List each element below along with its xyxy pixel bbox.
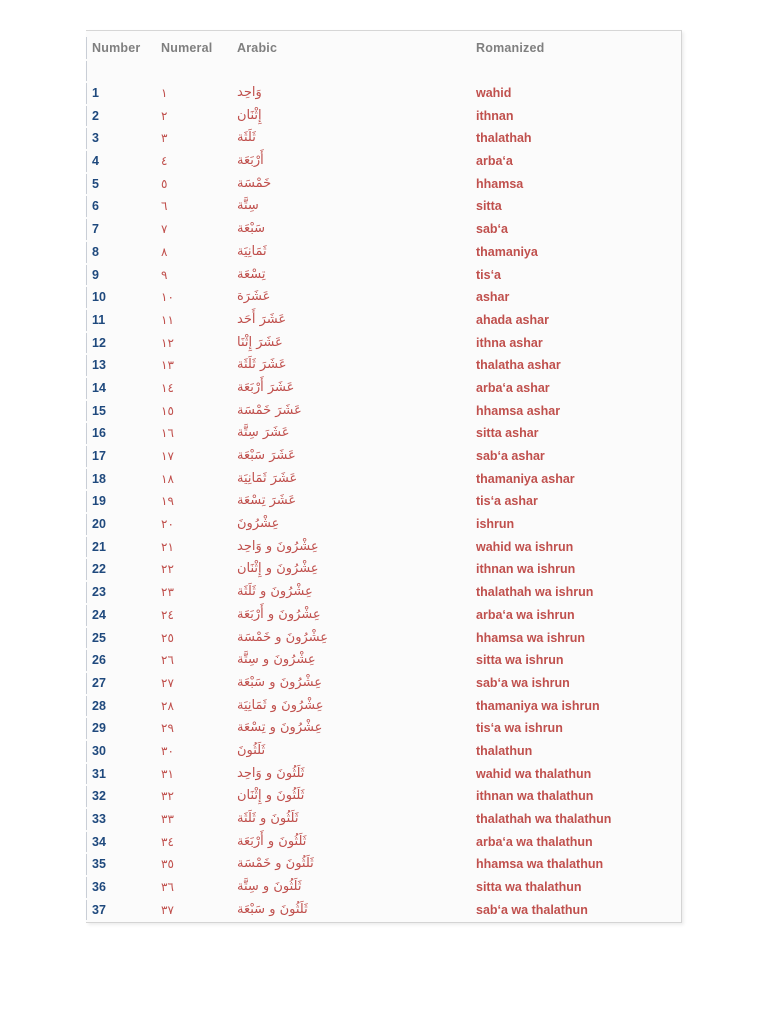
cell-number: 30: [92, 743, 106, 758]
cell-numeral: ٣٣: [161, 812, 174, 826]
cell-romanized: sab‘a wa thalathun: [476, 902, 588, 917]
cell-arabic: ثَلَثُونَ و سَبْعَة: [237, 901, 308, 917]
cell-number: 7: [92, 222, 99, 237]
cell-romanized: hhamsa ashar: [476, 403, 561, 418]
cell-arabic: ثَلَثَة: [237, 130, 256, 146]
cell-romanized: ithnan wa thalathun: [476, 789, 594, 804]
table-row: [86, 582, 681, 603]
table-row: [86, 287, 681, 308]
cell-number: 24: [92, 607, 106, 622]
cell-numeral: ٢١: [161, 539, 174, 554]
cell-numeral: ٢: [161, 108, 168, 123]
cell-romanized: ithna ashar: [476, 335, 543, 350]
table-row: [86, 537, 681, 558]
cell-numeral: ٢٣: [161, 585, 174, 600]
cell-numeral: ٢٧: [161, 675, 174, 690]
cell-number: 33: [92, 812, 106, 826]
table-row: [86, 355, 681, 376]
cell-numeral: ١٣: [161, 358, 174, 373]
cell-arabic: عِشْرُونَ: [237, 516, 280, 532]
cell-romanized: wahid: [476, 86, 512, 100]
cell-romanized: sitta: [476, 199, 502, 214]
cell-number: 27: [92, 675, 106, 690]
cell-number: 11: [92, 312, 106, 327]
cell-number: 8: [92, 244, 99, 259]
table-row: [86, 333, 681, 354]
cell-romanized: sab‘a: [476, 222, 508, 237]
cell-arabic: عِشْرُونَ و خَمْسَة: [237, 629, 329, 645]
cell-numeral: ٣٠: [161, 743, 174, 758]
cell-romanized: tis‘a wa ishrun: [476, 721, 563, 736]
cell-romanized: sab‘a wa ishrun: [476, 675, 570, 690]
table-row: [86, 832, 681, 853]
table-row: [86, 446, 681, 467]
table-row: [86, 401, 681, 422]
table-row: [86, 174, 681, 195]
table-row: [86, 673, 681, 694]
cell-romanized: wahid wa ishrun: [476, 539, 574, 554]
cell-numeral: ٥: [161, 176, 168, 191]
cell-number: 19: [92, 494, 106, 509]
cell-numeral: ١٥: [161, 403, 174, 418]
cell-romanized: thamaniya wa ishrun: [476, 698, 600, 713]
cell-arabic: عِشْرُونَ و وَاحِد: [237, 538, 319, 554]
cell-arabic: عَشَرَ أَرْبَعَة: [237, 379, 295, 395]
cell-arabic: عَشَرَ خَمْسَة: [237, 402, 302, 418]
cell-numeral: ٣٧: [161, 902, 174, 917]
cell-romanized: thalathah wa ishrun: [476, 585, 594, 600]
cell-romanized: wahid wa thalathun: [476, 766, 592, 781]
cell-number: 18: [92, 471, 106, 486]
cell-arabic: عِشْرُونَ و تِسْعَة: [237, 720, 323, 736]
cell-number: 26: [92, 653, 106, 668]
table-row: [86, 809, 681, 830]
table-row: [86, 106, 681, 127]
table-row: [86, 877, 681, 898]
cell-number: 36: [92, 880, 106, 895]
cell-number: 28: [92, 698, 106, 713]
cell-arabic: ثَلَثُونَ و إِثْنَان: [237, 788, 305, 804]
header-number: Number: [92, 41, 141, 55]
cell-arabic: ثَلَثُونَ و سِتَّة: [237, 879, 302, 895]
cell-romanized: arba‘a: [476, 154, 513, 169]
table-row: [86, 469, 681, 490]
cell-number: 37: [92, 902, 106, 917]
cell-romanized: ithnan: [476, 108, 514, 123]
cell-arabic: عَشَرَة: [237, 289, 271, 305]
cell-romanized: thalathah: [476, 131, 532, 146]
cell-number: 23: [92, 585, 106, 600]
cell-arabic: تِسْعَة: [237, 266, 266, 282]
table-row: [86, 378, 681, 399]
cell-number: 9: [92, 267, 99, 282]
cell-romanized: arba‘a wa ishrun: [476, 607, 575, 622]
table-row: [86, 559, 681, 580]
cell-number: 32: [92, 789, 106, 804]
cell-romanized: thalathun: [476, 743, 533, 758]
cell-number: 21: [92, 539, 106, 554]
table-row: [86, 242, 681, 263]
table-row: [86, 83, 681, 104]
cell-number: 34: [92, 834, 106, 849]
cell-numeral: ٢٨: [161, 698, 174, 713]
cell-arabic: عَشَرَ سَبْعَة: [237, 448, 296, 463]
cell-numeral: ١٠: [161, 290, 174, 305]
cell-romanized: hhamsa wa thalathun: [476, 857, 604, 872]
table-row: [86, 854, 681, 875]
cell-number: 35: [92, 857, 106, 872]
cell-number: 13: [92, 358, 106, 373]
table-row: [86, 423, 681, 444]
cell-numeral: ٢٤: [161, 607, 174, 622]
cell-number: 14: [92, 380, 106, 395]
cell-arabic: إِثْنَان: [237, 107, 262, 123]
cell-arabic: وَاحِد: [237, 85, 262, 100]
cell-arabic: عِشْرُونَ و سِتَّة: [237, 652, 316, 668]
cell-numeral: ٣٦: [161, 880, 174, 895]
cell-romanized: thamaniya: [476, 244, 538, 259]
table-row: [86, 151, 681, 172]
cell-numeral: ٣٥: [161, 857, 174, 872]
table-row: [86, 718, 681, 739]
cell-romanized: sitta wa ishrun: [476, 653, 564, 668]
cell-numeral: ٣٢: [161, 789, 174, 804]
cell-numeral: ٢٢: [161, 562, 174, 577]
cell-numeral: ١٧: [161, 449, 174, 463]
cell-numeral: ١٩: [161, 494, 174, 509]
cell-arabic: عِشْرُونَ و إِثْنَان: [237, 561, 319, 577]
cell-numeral: ٢٦: [161, 653, 174, 668]
cell-romanized: hhamsa wa ishrun: [476, 630, 586, 645]
table-row: [86, 310, 681, 331]
cell-arabic: ثَمَانِيَة: [237, 243, 267, 259]
cell-number: 1: [92, 86, 99, 100]
cell-romanized: ishrun: [476, 517, 515, 532]
cell-romanized: ashar: [476, 290, 510, 305]
cell-number: 12: [92, 335, 106, 350]
cell-romanized: ithnan wa ishrun: [476, 562, 576, 577]
header-romanized: Romanized: [476, 41, 545, 55]
table-header-row: [86, 37, 681, 59]
header-arabic: Arabic: [237, 41, 278, 55]
header-numeral: Numeral: [161, 41, 213, 55]
cell-number: 22: [92, 562, 106, 577]
cell-arabic: ثَلَثُونَ: [237, 742, 266, 758]
cell-numeral: ٢٠: [161, 517, 174, 532]
cell-numeral: ١١: [161, 312, 174, 327]
cell-romanized: sitta wa thalathun: [476, 880, 582, 895]
table-row: [86, 219, 681, 240]
cell-arabic: ثَلَثُونَ و وَاحِد: [237, 765, 305, 781]
table-row: [86, 741, 681, 762]
cell-arabic: ثَلَثُونَ و أَرْبَعَة: [237, 833, 307, 849]
numbers-table: [86, 30, 682, 923]
table-row: [86, 786, 681, 807]
cell-arabic: عِشْرُونَ و أَرْبَعَة: [237, 606, 321, 622]
table-row: [86, 514, 681, 535]
cell-numeral: ٩: [161, 267, 168, 282]
table-row: [86, 491, 681, 512]
cell-numeral: ٦: [161, 199, 168, 214]
cell-arabic: خَمْسَة: [237, 175, 272, 191]
cell-numeral: ١٤: [161, 380, 174, 395]
cell-arabic: عِشْرُونَ و ثَمَانِيَة: [237, 697, 324, 713]
table-row: [86, 764, 681, 785]
cell-numeral: ٤: [161, 154, 168, 169]
cell-arabic: عَشَرَ تِسْعَة: [237, 493, 297, 509]
table-row: [86, 650, 681, 671]
cell-numeral: ٣٤: [161, 834, 174, 849]
cell-numeral: ٢٥: [161, 630, 174, 645]
cell-romanized: sab‘a ashar: [476, 449, 545, 463]
table-row: [86, 628, 681, 649]
cell-romanized: arba‘a ashar: [476, 380, 550, 395]
table-row: [86, 128, 681, 149]
cell-number: 16: [92, 426, 106, 441]
cell-number: 29: [92, 721, 106, 736]
cell-romanized: hhamsa: [476, 176, 524, 191]
table-spacer-row: [86, 61, 681, 81]
cell-number: 4: [92, 154, 99, 169]
cell-number: 15: [92, 403, 106, 418]
cell-arabic: سِتَّة: [237, 198, 259, 214]
cell-number: 20: [92, 517, 106, 532]
cell-number: 31: [92, 766, 106, 781]
cell-romanized: arba‘a wa thalathun: [476, 834, 593, 849]
cell-number: 17: [92, 449, 106, 463]
cell-numeral: ٣١: [161, 766, 174, 781]
cell-arabic: ثَلَثُونَ و ثَلَثَة: [237, 811, 299, 826]
cell-number: 25: [92, 630, 106, 645]
cell-arabic: سَبْعَة: [237, 221, 266, 237]
cell-arabic: عَشَرَ ثَمَانِيَة: [237, 470, 298, 486]
cell-romanized: tis‘a: [476, 267, 502, 282]
cell-romanized: thalatha ashar: [476, 358, 561, 373]
cell-numeral: ٧: [161, 222, 168, 237]
cell-arabic: أَرْبَعَة: [237, 153, 264, 169]
cell-romanized: sitta ashar: [476, 426, 539, 441]
table-row: [86, 696, 681, 717]
cell-numeral: ٣: [161, 131, 168, 146]
cell-romanized: thalathah wa thalathun: [476, 812, 612, 826]
cell-romanized: tis‘a ashar: [476, 494, 538, 509]
cell-numeral: ٢٩: [161, 721, 174, 736]
cell-arabic: عَشَرَ ثَلَثَة: [237, 357, 287, 373]
cell-arabic: عِشْرُونَ و سَبْعَة: [237, 674, 322, 690]
cell-numeral: ١٢: [161, 335, 174, 350]
cell-numeral: ١٦: [161, 426, 174, 441]
table-row: [86, 265, 681, 286]
cell-arabic: عَشَرَ إِثْنَا: [237, 334, 283, 350]
cell-arabic: عَشَرَ أَحَد: [237, 311, 287, 327]
cell-arabic: عِشْرُونَ و ثَلَثَة: [237, 584, 313, 600]
cell-number: 3: [92, 131, 99, 146]
cell-arabic: عَشَرَ سِتَّة: [237, 425, 290, 441]
cell-number: 2: [92, 108, 99, 123]
table-row: [86, 196, 681, 217]
cell-numeral: ١: [161, 86, 168, 100]
cell-number: 5: [92, 176, 99, 191]
cell-arabic: ثَلَثُونَ و خَمْسَة: [237, 856, 314, 872]
cell-romanized: ahada ashar: [476, 312, 549, 327]
table-rows: [86, 83, 681, 920]
cell-romanized: thamaniya ashar: [476, 471, 575, 486]
table-row: [86, 605, 681, 626]
cell-numeral: ١٨: [161, 471, 174, 486]
cell-number: 6: [92, 199, 99, 214]
cell-numeral: ٨: [161, 244, 168, 259]
table-row: [86, 900, 681, 921]
cell-number: 10: [92, 290, 106, 305]
